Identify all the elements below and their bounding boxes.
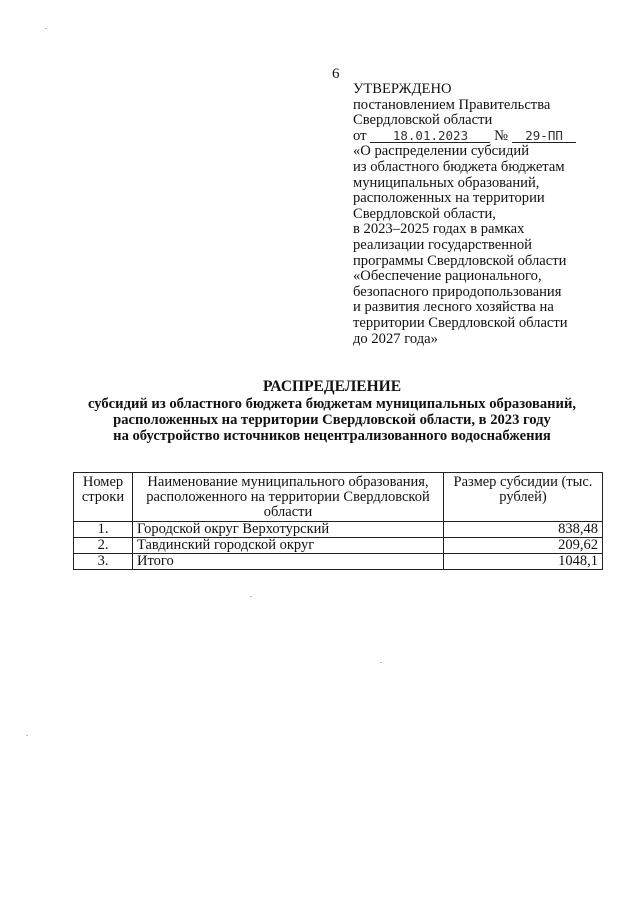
approval-by-line: постановлением Правительства [353, 96, 551, 113]
document-subtitle-line: на обустройство источников нецентрализованного водоснабжения [113, 428, 551, 444]
table-header-row [74, 473, 603, 522]
page-number: 6 [332, 66, 340, 82]
subject-line: безопасного природопользования [353, 283, 562, 300]
row-number: 2. [74, 538, 133, 554]
subject-line: программы Свердловской области [353, 252, 567, 269]
document-heading [0, 378, 632, 444]
subject-line: в 2023–2025 годах в рамках [353, 221, 525, 238]
subject-line: из областного бюджета бюджетам [353, 158, 565, 175]
approval-by-line: Свердловской области [353, 112, 493, 129]
approval-stamp: УТВЕРЖДЕНО [353, 81, 452, 97]
approval-date-number-line [353, 129, 603, 145]
header-municipality: Наименование муниципального образования, расположенного на территории Свердловской области [133, 473, 444, 522]
total-label: Итого [133, 554, 444, 570]
municipality-name: Городской округ Верхотурский [133, 522, 444, 538]
approval-block [353, 82, 603, 347]
subject-line: до 2027 года» [353, 330, 438, 347]
subject-line: Свердловской области, [353, 205, 496, 222]
table-row [74, 538, 603, 554]
document-subtitle-line: расположенных на территории Свердловской области, в 2023 году [113, 412, 551, 428]
subject-line: «Обеспечение рационального, [353, 268, 542, 285]
table-row-total [74, 554, 603, 570]
document-subtitle-line: субсидий из областного бюджета бюджетам муниципальных образований, [88, 396, 576, 412]
total-amount: 1048,1 [444, 554, 603, 570]
scan-speck [26, 735, 28, 736]
scan-speck [45, 28, 47, 29]
header-subsidy-amount: Размер субсидии (тыс. рублей) [444, 473, 603, 522]
subject-line: расположенных на территории [353, 190, 545, 207]
header-row-number: Номер строки [74, 473, 133, 522]
subsidy-amount: 209,62 [444, 538, 603, 554]
subject-line: реализации государственной [353, 236, 532, 253]
subject-line: территории Свердловской области [353, 314, 568, 331]
subsidy-amount: 838,48 [444, 522, 603, 538]
municipality-name: Тавдинский городской округ [133, 538, 444, 554]
date-field: 18.01.2023 [370, 129, 490, 143]
scan-speck [250, 596, 252, 597]
subject-line: муниципальных образований, [353, 174, 540, 191]
row-number: 3. [74, 554, 133, 570]
table-row [74, 522, 603, 538]
subsidy-table [73, 472, 603, 570]
number-field: 29-ПП [512, 129, 576, 143]
row-number: 1. [74, 522, 133, 538]
subject-line: «О распределении субсидий [353, 143, 530, 160]
scan-speck [380, 662, 382, 663]
number-prefix: № [494, 127, 509, 144]
date-prefix: от [353, 127, 367, 144]
document-title: РАСПРЕДЕЛЕНИЕ [262, 378, 402, 395]
subject-line: и развития лесного хозяйства на [353, 299, 554, 316]
